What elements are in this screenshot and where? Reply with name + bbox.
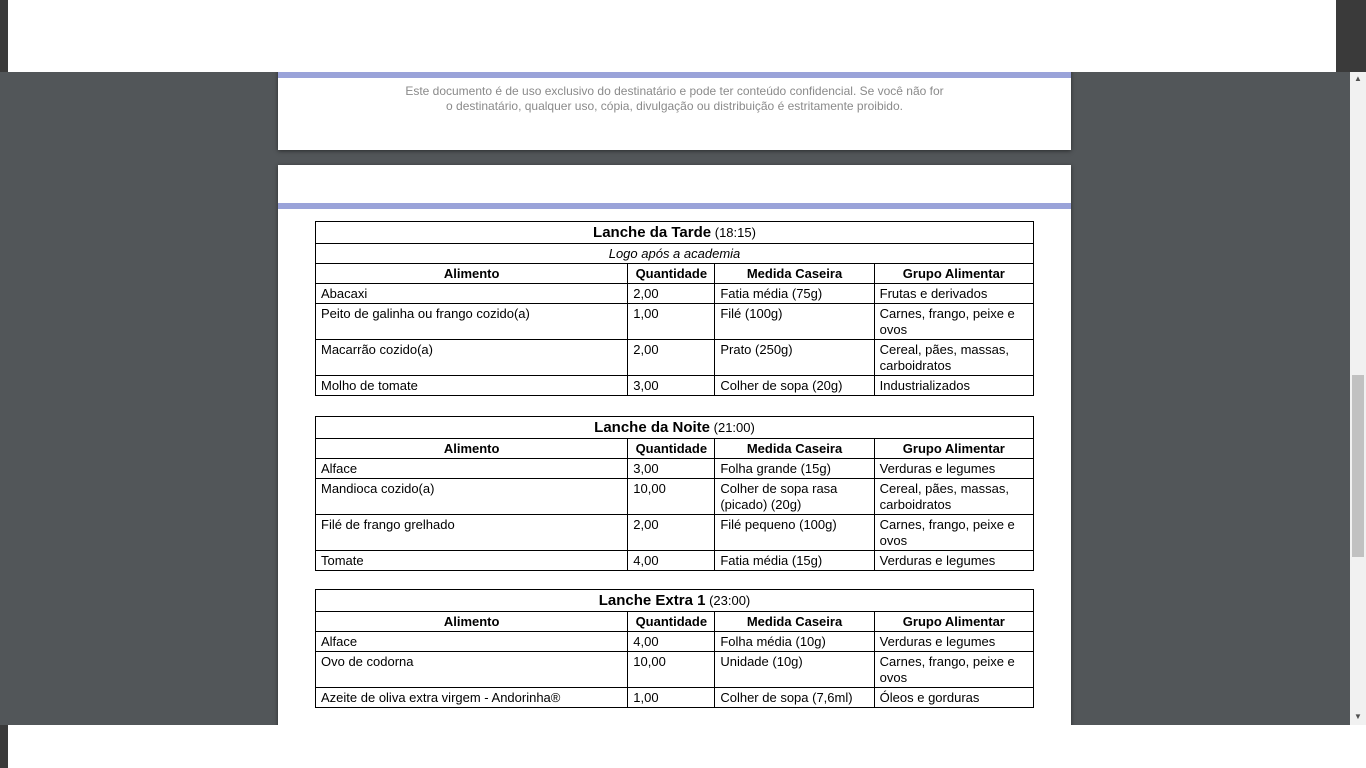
meal-name: Lanche da Tarde	[593, 224, 712, 241]
scroll-thumb[interactable]	[1352, 375, 1364, 557]
cell-qty: 2,00	[628, 340, 715, 376]
cell-food: Macarrão cozido(a)	[316, 340, 628, 376]
col-header-measure: Medida Caseira	[715, 439, 874, 459]
meal-title-row	[316, 590, 1034, 612]
meal-table-lanche-da-tarde	[315, 221, 1034, 396]
cell-measure: Fatia média (15g)	[715, 551, 874, 571]
cell-qty: 10,00	[628, 652, 715, 688]
col-header-food: Alimento	[316, 264, 628, 284]
col-header-group: Grupo Alimentar	[874, 612, 1033, 632]
col-header-qty: Quantidade	[628, 439, 715, 459]
meal-title	[316, 222, 1034, 244]
cell-food: Molho de tomate	[316, 376, 628, 396]
cell-measure: Filé pequeno (100g)	[715, 515, 874, 551]
window-edge-bottom-left	[0, 725, 8, 768]
scroll-down-icon[interactable]: ▼	[1354, 712, 1362, 721]
page-accent-line	[278, 72, 1071, 78]
cell-food: Abacaxi	[316, 284, 628, 304]
col-header-group: Grupo Alimentar	[874, 264, 1033, 284]
col-header-food: Alimento	[316, 612, 628, 632]
cell-group: Carnes, frango, peixe e ovos	[874, 304, 1033, 340]
cell-food: Ovo de codorna	[316, 652, 628, 688]
cell-qty: 1,00	[628, 304, 715, 340]
cell-measure: Colher de sopa rasa (picado) (20g)	[715, 479, 874, 515]
cell-measure: Colher de sopa (7,6ml)	[715, 688, 874, 708]
cell-measure: Colher de sopa (20g)	[715, 376, 874, 396]
cell-group: Verduras e legumes	[874, 632, 1033, 652]
col-header-group: Grupo Alimentar	[874, 439, 1033, 459]
vertical-scrollbar[interactable]	[1350, 72, 1366, 725]
meal-time: (18:15)	[714, 225, 756, 240]
cell-food: Alface	[316, 632, 628, 652]
meal-title-row	[316, 417, 1034, 439]
meal-table-lanche-extra-1	[315, 589, 1034, 708]
cell-qty: 10,00	[628, 479, 715, 515]
cell-measure: Folha média (10g)	[715, 632, 874, 652]
window-edge-right	[1336, 0, 1366, 72]
table-row	[316, 340, 1034, 376]
table-row	[316, 479, 1034, 515]
col-header-measure: Medida Caseira	[715, 264, 874, 284]
cell-food: Azeite de oliva extra virgem - Andorinha®	[316, 688, 628, 708]
cell-group: Industrializados	[874, 376, 1033, 396]
table-header-row	[316, 264, 1034, 284]
cell-qty: 3,00	[628, 459, 715, 479]
table-header-row	[316, 439, 1034, 459]
cell-group: Verduras e legumes	[874, 459, 1033, 479]
cell-food: Peito de galinha ou frango cozido(a)	[316, 304, 628, 340]
meal-table-lanche-da-noite	[315, 416, 1034, 571]
cell-qty: 4,00	[628, 632, 715, 652]
disclaimer-line-1: Este documento é de uso exclusivo do destinatário e pode ter conteúdo confidencial. Se você não for	[405, 84, 944, 98]
cell-measure: Prato (250g)	[715, 340, 874, 376]
table-row	[316, 459, 1034, 479]
cell-food: Tomate	[316, 551, 628, 571]
browser-toolbar	[8, 0, 1336, 72]
table-row	[316, 376, 1034, 396]
meal-note: Logo após a academia	[316, 244, 1034, 264]
table-row	[316, 551, 1034, 571]
pdf-page-2	[278, 165, 1071, 725]
meal-title-row	[316, 222, 1034, 244]
cell-qty: 3,00	[628, 376, 715, 396]
col-header-qty: Quantidade	[628, 264, 715, 284]
meal-time: (23:00)	[709, 593, 751, 608]
window-edge-left	[0, 0, 8, 72]
cell-group: Cereal, pães, massas, carboidratos	[874, 479, 1033, 515]
cell-measure: Filé (100g)	[715, 304, 874, 340]
col-header-measure: Medida Caseira	[715, 612, 874, 632]
pdf-viewer[interactable]	[0, 72, 1350, 725]
table-row	[316, 652, 1034, 688]
pdf-page-1	[278, 72, 1071, 150]
table-header-row	[316, 612, 1034, 632]
cell-measure: Folha grande (15g)	[715, 459, 874, 479]
table-row	[316, 688, 1034, 708]
page-accent-line	[278, 203, 1071, 209]
table-row	[316, 515, 1034, 551]
cell-group: Cereal, pães, massas, carboidratos	[874, 340, 1033, 376]
disclaimer-line-2: o destinatário, qualquer uso, cópia, divulgação ou distribuição é estritamente proibido.	[446, 99, 903, 113]
bottom-bar	[8, 725, 1366, 768]
meal-name: Lanche Extra 1	[598, 592, 706, 609]
meal-note-row	[316, 244, 1034, 264]
meal-title	[316, 590, 1034, 612]
table-row	[316, 284, 1034, 304]
cell-food: Alface	[316, 459, 628, 479]
cell-qty: 2,00	[628, 515, 715, 551]
meal-name: Lanche da Noite	[594, 419, 711, 436]
cell-measure: Fatia média (75g)	[715, 284, 874, 304]
confidentiality-disclaimer	[278, 84, 1071, 114]
cell-group: Verduras e legumes	[874, 551, 1033, 571]
cell-group: Carnes, frango, peixe e ovos	[874, 515, 1033, 551]
meal-time: (21:00)	[713, 420, 755, 435]
table-row	[316, 632, 1034, 652]
cell-group: Frutas e derivados	[874, 284, 1033, 304]
cell-food: Mandioca cozido(a)	[316, 479, 628, 515]
col-header-food: Alimento	[316, 439, 628, 459]
cell-qty: 2,00	[628, 284, 715, 304]
meal-title	[316, 417, 1034, 439]
cell-food: Filé de frango grelhado	[316, 515, 628, 551]
cell-qty: 4,00	[628, 551, 715, 571]
scroll-up-icon[interactable]: ▲	[1354, 74, 1362, 83]
cell-qty: 1,00	[628, 688, 715, 708]
table-row	[316, 304, 1034, 340]
cell-measure: Unidade (10g)	[715, 652, 874, 688]
cell-group: Óleos e gorduras	[874, 688, 1033, 708]
cell-group: Carnes, frango, peixe e ovos	[874, 652, 1033, 688]
col-header-qty: Quantidade	[628, 612, 715, 632]
